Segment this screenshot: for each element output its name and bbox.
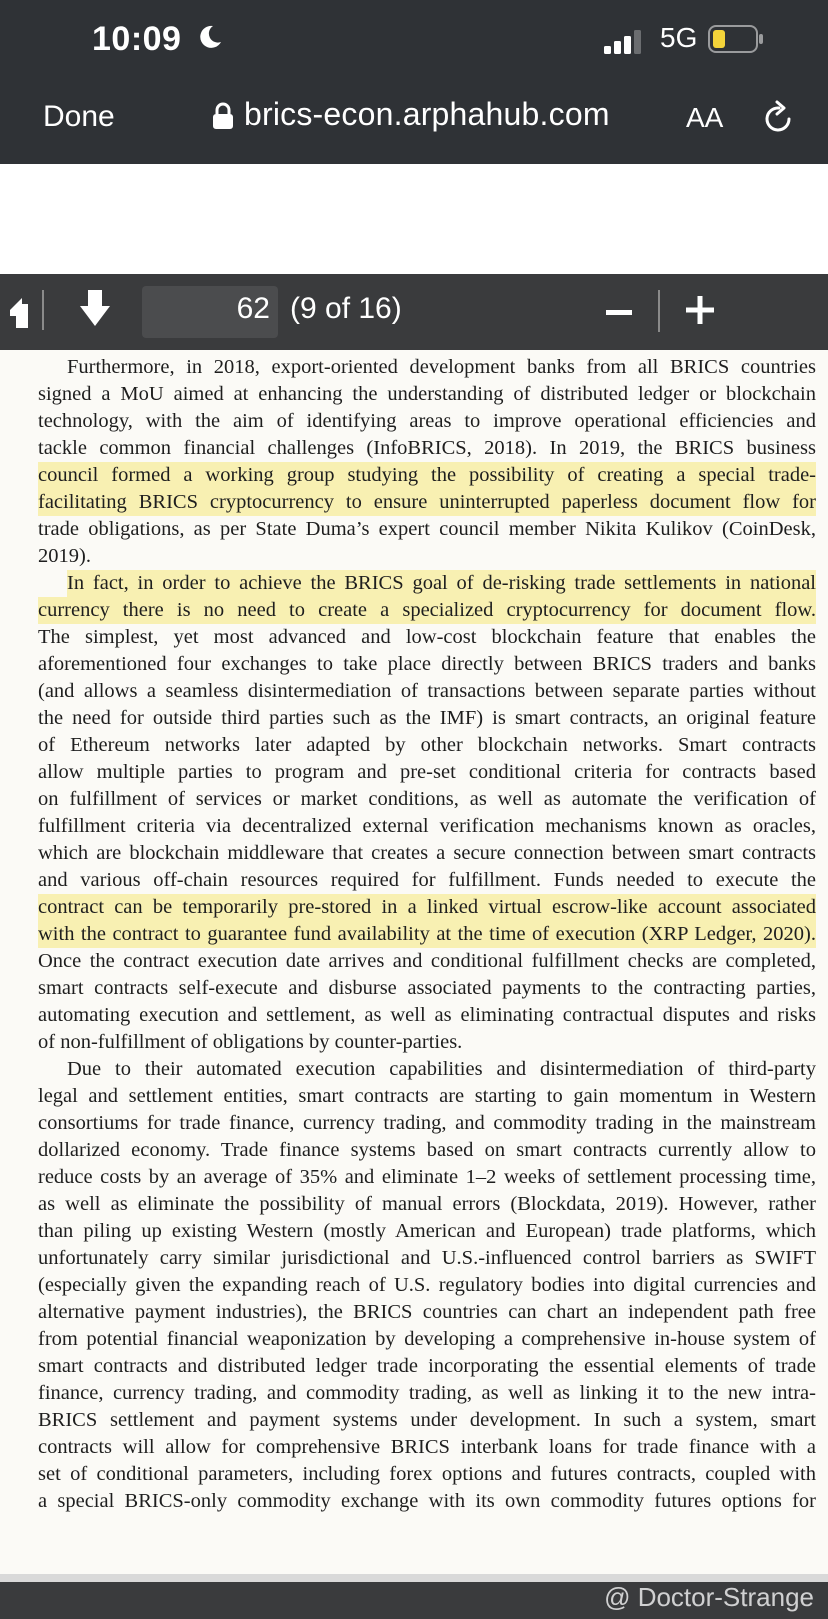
text-line: of non-fulfillment of obligations by counter-parties.: [38, 1031, 463, 1053]
text-line: consortiums for trade finance, currency trading, and commodity trading in the mainstream: [38, 1112, 816, 1134]
text-line: and various off-chain resources required for fulfillment. Funds needed to execute the: [38, 869, 816, 891]
done-button[interactable]: Done: [43, 100, 115, 133]
text-line: than piling up existing Western (mostly American and European) trade platforms, which: [38, 1220, 816, 1242]
watermark-text: @ Doctor-Strange: [604, 1582, 814, 1612]
battery-icon: [708, 25, 764, 53]
text-line: aforementioned four exchanges to take place directly between BRICS traders and banks: [38, 653, 816, 675]
text-line: as well as eliminate the possibility of manual errors (Blockdata, 2019). However, rather: [38, 1193, 816, 1215]
text-line: 2019).: [38, 545, 91, 567]
text-line: legal and settlement entities, smart contracts are starting to gain momentum in Western: [38, 1085, 816, 1107]
status-time: 10:09: [92, 20, 182, 58]
text-line: set of conditional parameters, including forex options and futures contracts, coupled with: [38, 1463, 816, 1485]
page-top-margin: [0, 164, 828, 274]
page-count: (9 of 16): [290, 292, 402, 325]
text-line: reduce costs by an average of 35% and eliminate 1–2 weeks of settlement processing time,: [38, 1166, 816, 1188]
text-line: (and allows a seamless disintermediation of transactions between separate parties without: [38, 680, 816, 702]
text-size-button[interactable]: AA: [686, 102, 724, 133]
previous-page-icon[interactable]: [8, 292, 30, 330]
text-line: which are blockchain middleware that creates a secure connection between smart contracts: [38, 842, 816, 864]
text-line: Due to their automated execution capabilities and disintermediation of third-party: [67, 1058, 816, 1080]
status-bar: [0, 0, 828, 80]
highlighted-line: council formed a working group studying the possibility of creating a special trade-: [38, 462, 816, 489]
text-line: from potential financial weaponization by developing a comprehensive in-house system of: [38, 1328, 816, 1350]
page-number-input[interactable]: [142, 286, 278, 338]
bottom-bar: [0, 1574, 828, 1619]
browser-bar: [0, 80, 828, 164]
text-line: trade obligations, as per State Duma’s expert council member Nikita Kulikov (CoinDesk,: [38, 518, 816, 540]
text-line: of Ethereum networks later adapted by other blockchain networks. Smart contracts: [38, 734, 816, 756]
zoom-in-button[interactable]: [686, 296, 714, 324]
zoom-out-button[interactable]: [606, 310, 632, 315]
text-line: The simplest, yet most advanced and low-cost blockchain feature that enables the: [38, 626, 816, 648]
text-line: BRICS settlement and payment systems under development. In such a system, smart: [38, 1409, 816, 1431]
text-line: finance, currency trading, and commodity trading, as well as linking it to the new intra-: [38, 1382, 816, 1404]
text-line: signed a MoU aimed at enhancing the understanding of distributed ledger or blockchain: [38, 383, 816, 405]
text-line: Furthermore, in 2018, export-oriented development banks from all BRICS countries: [67, 356, 816, 378]
text-line: technology, with the aim of identifying areas to improve operational efficiencies and: [38, 410, 816, 432]
text-line: allow multiple parties to program and pre-set conditional criteria for contracts based: [38, 761, 816, 783]
pdf-toolbar: [0, 274, 828, 350]
toolbar-divider: [658, 290, 660, 332]
text-line: fulfillment criteria via decentralized external verification mechanisms known as oracles,: [38, 815, 816, 837]
highlighted-line: with the contract to guarantee fund availability at the time of execution (XRP Ledger, 2020).: [38, 921, 816, 948]
url-field[interactable]: brics-econ.arphahub.com: [244, 96, 610, 132]
text-line: dollarized economy. Trade finance systems based on smart contracts currently allow to: [38, 1139, 816, 1161]
toolbar-divider: [42, 290, 44, 330]
text-line: unfortunately carry similar jurisdictional and U.S.-influenced control barriers as SWIFT: [38, 1247, 816, 1269]
text-line: automating execution and settlement, as well as eliminating contractual disputes and risks: [38, 1004, 816, 1026]
next-page-icon[interactable]: [78, 288, 112, 328]
text-line: smart contracts and distributed ledger trade incorporating the essential elements of trade: [38, 1355, 816, 1377]
highlighted-line: contract can be temporarily pre-stored in a linked virtual escrow-like account associated: [38, 894, 816, 921]
network-type: 5G: [660, 22, 698, 53]
page-divider: [0, 1574, 828, 1582]
page-number: 62: [236, 292, 270, 325]
highlighted-line: currency there is no need to create a specialized cryptocurrency for document flow.: [38, 597, 816, 624]
text-line: Once the contract execution date arrives and conditional fulfillment checks are completed,: [38, 950, 816, 972]
lock-icon: [212, 102, 234, 130]
signal-icon: [604, 30, 644, 54]
reload-icon[interactable]: [762, 99, 796, 135]
highlighted-line: In fact, in order to achieve the BRICS goal of de-risking trade settlements in national: [67, 570, 816, 597]
highlighted-line: facilitating BRICS cryptocurrency to ensure uninterrupted paperless document flow for: [38, 489, 816, 516]
text-line: contracts will allow for comprehensive BRICS interbank loans for trade finance with a: [38, 1436, 816, 1458]
moon-icon: [197, 24, 223, 50]
text-line: alternative payment industries), the BRICS countries can chart an independent path free: [38, 1301, 816, 1323]
text-line: smart contracts self-execute and disburse associated payments to the contracting parties,: [38, 977, 816, 999]
text-line: on fulfillment of services or market conditions, as well as automate the verification of: [38, 788, 816, 810]
text-line: the need for outside third parties such as the IMF) is smart contracts, an original feature: [38, 707, 816, 729]
document-page: [0, 350, 828, 1574]
text-line: (especially given the expanding reach of U.S. regulatory bodies into digital currencies and: [38, 1274, 816, 1296]
text-line: tackle common financial challenges (InfoBRICS, 2018). In 2019, the BRICS business: [38, 437, 816, 459]
text-line: a special BRICS-only commodity exchange with its own commodity futures options for: [38, 1490, 816, 1512]
